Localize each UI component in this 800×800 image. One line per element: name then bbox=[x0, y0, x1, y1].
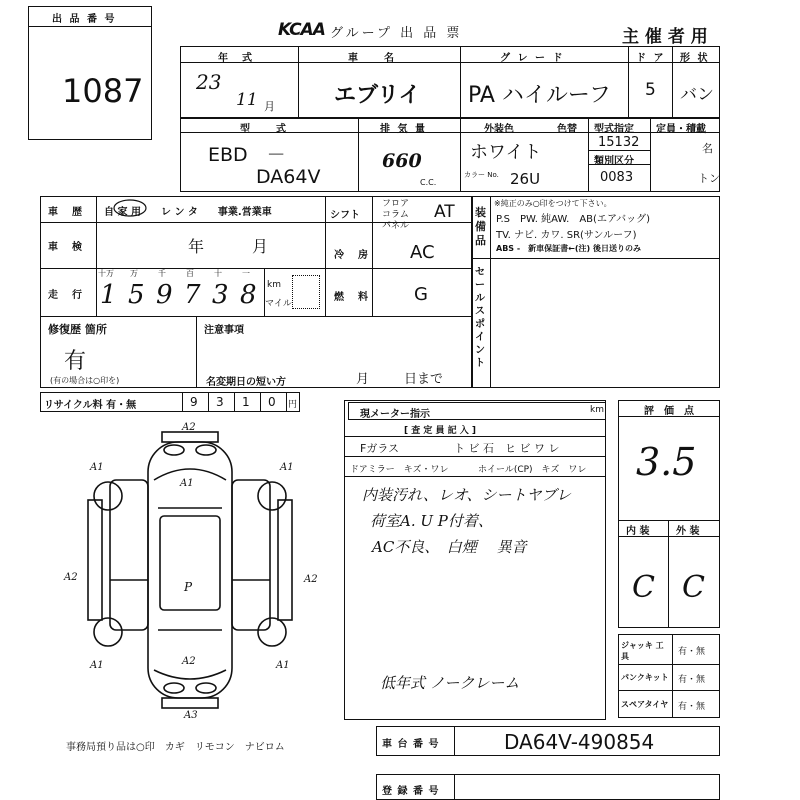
mileage-unit-1: 一 bbox=[242, 269, 250, 278]
glass-options: ト ビ 石 ヒ ビ ワ レ bbox=[454, 442, 560, 455]
history-label: 車 歴 bbox=[48, 207, 84, 218]
recycle-digit-2: 3 bbox=[216, 395, 224, 409]
mileage-digit-6: 8 bbox=[240, 280, 257, 310]
name-label: 車 名 bbox=[348, 53, 396, 64]
meter-label: 現メーター指示 bbox=[360, 409, 430, 420]
chassis-value: DA64V-490854 bbox=[504, 730, 655, 754]
month-value: 11 bbox=[236, 90, 258, 110]
grade-value: PA ハイルーフ bbox=[468, 83, 611, 108]
exterior-grade: C bbox=[682, 570, 705, 605]
equip-line-3: ABS - 新車保証書←(注) 後日送りのみ bbox=[496, 244, 641, 253]
disp-value: 660 bbox=[382, 150, 422, 172]
mileage-unit-100: 百 bbox=[186, 269, 194, 278]
mileage-digit-1: 1 bbox=[100, 280, 117, 310]
mileage-label: 走 行 bbox=[48, 290, 84, 301]
mark-rear-gate: A2 bbox=[182, 656, 196, 667]
shift-opt-floor: フロア bbox=[382, 199, 410, 209]
history-circle bbox=[110, 198, 150, 218]
mileage-digit-5: 3 bbox=[212, 280, 229, 310]
ac-label: 冷 房 bbox=[334, 250, 370, 261]
history-options: 自 家 用 レ ン タ 事業.営業車 bbox=[104, 207, 272, 218]
shape-value: バン bbox=[680, 85, 714, 105]
mark-left: A2 bbox=[64, 572, 78, 583]
equip-line-0: ※純正のみ○印をつけて下さい。 bbox=[494, 199, 612, 208]
inspector-note-1: 内装汚れ、レオ、シートヤブレ bbox=[362, 486, 571, 504]
mark-rear-left: A1 bbox=[90, 660, 104, 671]
mark-front-right: A1 bbox=[280, 462, 294, 473]
class-value: 0083 bbox=[600, 170, 634, 185]
inspect-label: 車 検 bbox=[48, 242, 84, 253]
recycle-digit-1: 9 bbox=[190, 395, 198, 409]
tool-jack-value: 有・無 bbox=[678, 647, 706, 657]
tool-spare-value: 有・無 bbox=[678, 702, 706, 712]
tool-puncture-value: 有・無 bbox=[678, 675, 706, 685]
shift-opt-panel: パネル bbox=[382, 221, 410, 231]
logo: KCAA bbox=[278, 20, 325, 40]
interior-grade: C bbox=[632, 570, 655, 605]
score-label: 評 価 点 bbox=[644, 406, 694, 417]
lot-number: 1087 bbox=[62, 72, 144, 110]
mirror-label: ドアミラー キズ・ワレ bbox=[350, 465, 449, 475]
mark-roof: P bbox=[184, 580, 193, 594]
repair-value: 有 bbox=[64, 349, 87, 374]
type-code-1: EBD － bbox=[208, 144, 286, 166]
equip-line-2: TV. ナビ. カワ. SR(サンルーフ) bbox=[496, 230, 637, 241]
mileage-digit-3: 9 bbox=[156, 280, 173, 310]
tool-puncture-label: パンクキット bbox=[621, 673, 669, 682]
tool-jack-label: ジャッキ 工 具 bbox=[621, 641, 664, 661]
cap-unit-person: 名 bbox=[702, 142, 713, 155]
mileage-unit-10k: 万 bbox=[130, 269, 138, 278]
inspector-footer-note: 低年式 ノークレーム bbox=[380, 674, 520, 692]
recycle-yen: 円 bbox=[288, 400, 298, 410]
inspector-section-label: [ 査 定 員 記 入 ] bbox=[404, 426, 477, 436]
colornum-value: 26U bbox=[510, 170, 541, 188]
equip-label: 装備品 bbox=[475, 206, 486, 247]
mileage-unit-1k: 千 bbox=[158, 269, 166, 278]
tool-spare-label: スペアタイヤ bbox=[621, 700, 669, 709]
shift-value: AT bbox=[434, 202, 455, 222]
equip-line-1: P.S PW. 純AW. AB(エアバッグ) bbox=[496, 214, 651, 225]
year-label: 年 式 bbox=[218, 53, 254, 64]
mark-right: A2 bbox=[304, 574, 318, 585]
mark-front: A2 bbox=[182, 422, 196, 433]
door-value: 5 bbox=[645, 80, 656, 100]
mark-rear: A3 bbox=[184, 710, 198, 721]
colorno-label: 色替 bbox=[557, 124, 577, 135]
diagram-caption: 事務局預り品は○印 カギ リモコン ナビロム bbox=[66, 742, 285, 753]
cap-unit-ton: トン bbox=[698, 172, 720, 185]
mileage-digit-2: 5 bbox=[128, 280, 145, 310]
sales-point-label: セールスポイント bbox=[475, 267, 485, 369]
mark-rear-right: A1 bbox=[276, 660, 290, 671]
meter-unit: km bbox=[590, 405, 604, 415]
mileage-unit-100k: 十万 bbox=[98, 269, 114, 278]
registration-label: 登 録 番 号 bbox=[382, 786, 440, 797]
recycle-digit-4: 0 bbox=[268, 395, 276, 409]
inspector-note-3: AC不良、 白煙 異音 bbox=[372, 538, 527, 556]
repair-label: 修復歴 箇所 bbox=[48, 323, 107, 336]
model-label: 型式指定 bbox=[594, 124, 634, 135]
shift-label: シフト bbox=[330, 210, 360, 221]
wheel-label: ホイール(CP) キズ ワレ bbox=[478, 465, 587, 475]
color-label: 外装色 bbox=[484, 124, 514, 135]
fuel-label: 燃 料 bbox=[334, 292, 370, 303]
exterior-label: 外 装 bbox=[676, 526, 700, 537]
shift-opt-column: コラム bbox=[382, 210, 409, 220]
type-label: 型 式 bbox=[240, 124, 288, 135]
grade-label: グ レ ー ド bbox=[500, 53, 565, 64]
mileage-digit-4: 7 bbox=[184, 280, 201, 310]
notes-day: 日まで bbox=[404, 372, 444, 387]
mark-front-left: A1 bbox=[90, 462, 104, 473]
notes-bottom: 名変期日の短い方 bbox=[206, 377, 286, 388]
recycle-label: リサイクル料 有・無 bbox=[44, 400, 137, 411]
form-title: グループ 出 品 票 bbox=[330, 26, 463, 41]
inspector-note-2: 荷室A. U P付着、 bbox=[370, 512, 493, 530]
shape-label: 形 状 bbox=[680, 53, 710, 64]
mark-hood: A1 bbox=[180, 478, 194, 489]
color-value: ホワイト bbox=[470, 142, 542, 163]
month-unit: 月 bbox=[264, 100, 275, 113]
inspect-value: 年 月 bbox=[188, 237, 269, 256]
km-unit: km bbox=[267, 280, 281, 290]
chassis-label: 車 台 番 号 bbox=[382, 739, 440, 750]
cap-label: 定員・積載 bbox=[656, 124, 706, 135]
fuel-value: G bbox=[414, 284, 428, 305]
mileage-unit-10: 十 bbox=[214, 269, 222, 278]
colornum-label: カラー No. bbox=[464, 171, 499, 179]
cc-unit: C.C. bbox=[420, 178, 437, 187]
class-label: 類別区分 bbox=[594, 156, 634, 167]
model-value: 15132 bbox=[598, 135, 640, 150]
mile-unit: マイル bbox=[265, 299, 292, 309]
repair-note: (有の場合は○印を) bbox=[50, 376, 120, 385]
car-name: エブリイ bbox=[334, 83, 421, 108]
recycle-digit-3: 1 bbox=[242, 395, 250, 409]
disp-label: 排 気 量 bbox=[380, 124, 427, 135]
ac-value: AC bbox=[410, 242, 435, 263]
interior-label: 内 装 bbox=[626, 526, 650, 537]
score-value: 3.5 bbox=[636, 440, 697, 484]
form-user: 主 催 者 用 bbox=[622, 27, 708, 47]
lot-label: 出 品 番 号 bbox=[52, 14, 117, 25]
type-code-2: DA64V bbox=[256, 166, 321, 188]
notes-month: 月 bbox=[356, 372, 370, 387]
notes-label: 注意事項 bbox=[204, 325, 244, 336]
glass-label: Fガラス bbox=[360, 442, 399, 455]
door-label: ド ア bbox=[636, 53, 666, 64]
year-value: 23 bbox=[196, 70, 222, 94]
